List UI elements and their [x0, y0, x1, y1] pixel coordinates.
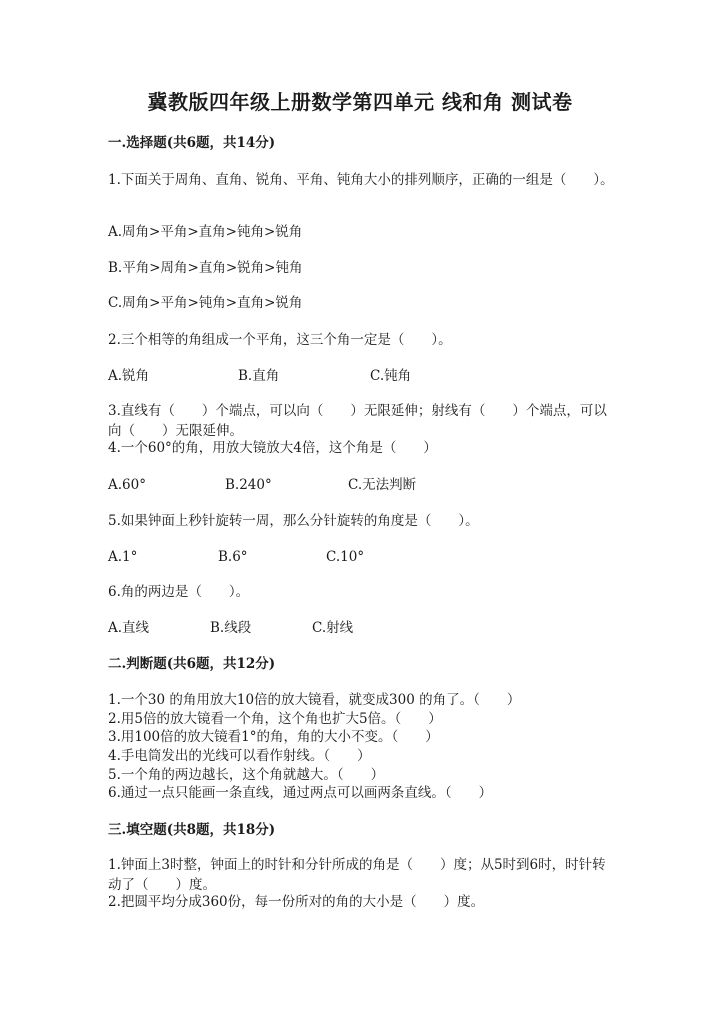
judgment-item-5: 5.一个角的两边越长，这个角就越大。（ ） [108, 767, 385, 783]
q1-option-c: C.周角>平角>钝角>直角>锐角 [108, 295, 303, 311]
q4-option-b: B.240° [225, 477, 272, 493]
page-title: 冀教版四年级上册数学第四单元 线和角 测试卷 [147, 90, 573, 114]
q1-option-b: B.平角>周角>直角>锐角>钝角 [108, 260, 303, 276]
q2-option-a: A.锐角 [108, 368, 150, 384]
question-5-text: 5.如果钟面上秒针旋转一周，那么分针旋转的角度是（ ）。 [108, 513, 479, 529]
q6-option-b: B.线段 [210, 620, 252, 636]
fill-in-question-2: 2.把圆平均分成360份，每一份所对的角的大小是（ ）度。 [108, 894, 485, 910]
judgment-item-6: 6.通过一点只能画一条直线，通过两点可以画两条直线。（ ） [108, 785, 493, 801]
section-heading-choice: 一.选择题(共6题，共14分) [108, 135, 276, 151]
fill-in-question-1: 1.钟面上3时整，钟面上的时针和分针所成的角是（ ）度；从5时到6时，时针转动了（ ）度。 [108, 857, 606, 893]
q2-option-b: B.直角 [238, 368, 280, 384]
q4-option-a: A.60° [108, 477, 146, 493]
section-heading-judgment: 二.判断题(共6题，共12分) [108, 656, 276, 672]
question-2-text: 2.三个相等的角组成一个平角，这三个角一定是（ ）。 [108, 332, 452, 348]
q1-option-a: A.周角>平角>直角>钝角>锐角 [108, 224, 303, 240]
question-6-text: 6.角的两边是（ ）。 [108, 584, 250, 600]
judgment-item-2: 2.用5倍的放大镜看一个角，这个角也扩大5倍。（ ） [108, 711, 442, 727]
q6-option-c: C.射线 [312, 620, 354, 636]
q5-option-a: A.1° [108, 549, 138, 565]
judgment-item-4: 4.手电筒发出的光线可以看作射线。（ ） [108, 748, 371, 764]
q5-option-c: C.10° [326, 549, 365, 565]
question-3-text: 3.直线有（ ）个端点，可以向（ ）无限延伸；射线有（ ）个端点，可以向（ ）无限延伸。 [108, 403, 607, 439]
q4-option-c: C.无法判断 [348, 477, 417, 493]
question-4-text: 4.一个60°的角，用放大镜放大4倍，这个角是（ ） [108, 440, 437, 456]
q2-option-c: C.钝角 [370, 368, 412, 384]
q5-option-b: B.6° [218, 549, 248, 565]
q6-option-a: A.直线 [108, 620, 150, 636]
question-1-text: 1.下面关于周角、直角、锐角、平角、钝角大小的排列顺序，正确的一组是（ ）。 [108, 172, 614, 188]
judgment-item-1: 1.一个30 的角用放大10倍的放大镜看，就变成300 的角了。（ ） [108, 692, 521, 708]
judgment-item-3: 3.用100倍的放大镜看1°的角，角的大小不变。（ ） [108, 729, 439, 745]
section-heading-fill-in: 三.填空题(共8题，共18分) [108, 822, 276, 838]
